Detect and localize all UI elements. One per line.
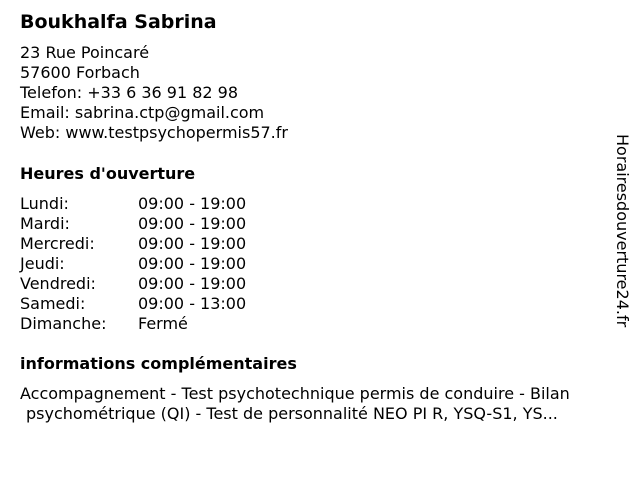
day-label: Jeudi: — [20, 254, 65, 273]
web-line: Web: www.testpsychopermis57.fr — [20, 123, 288, 142]
site-watermark: Horairesdouverture24.fr — [613, 134, 632, 328]
time-value: 09:00 - 19:00 — [138, 214, 247, 233]
day-label: Vendredi: — [20, 274, 96, 293]
time-value: 09:00 - 19:00 — [138, 234, 247, 253]
additional-info-text — [20, 384, 620, 424]
day-label: Dimanche: — [20, 314, 107, 333]
contact-block — [20, 43, 288, 143]
business-name: Boukhalfa Sabrina — [20, 11, 217, 33]
info-line: psychométrique (QI) - Test de personnalité NEO PI R, YSQ-S1, YS... — [26, 404, 558, 423]
time-value: 09:00 - 19:00 — [138, 274, 247, 293]
phone-line: Telefon: +33 6 36 91 82 98 — [20, 83, 239, 102]
time-value: Fermé — [138, 314, 188, 333]
day-label: Lundi: — [20, 194, 69, 213]
info-line: Accompagnement - Test psychotechnique permis de conduire - Bilan — [20, 384, 570, 403]
address-city: 57600 Forbach — [20, 63, 140, 82]
day-label: Mardi: — [20, 214, 70, 233]
opening-hours-title: Heures d'ouverture — [20, 164, 196, 183]
additional-info-title: informations complémentaires — [20, 354, 297, 373]
time-value: 09:00 - 13:00 — [138, 294, 247, 313]
time-value: 09:00 - 19:00 — [138, 194, 247, 213]
address-street: 23 Rue Poincaré — [20, 43, 150, 62]
day-label: Mercredi: — [20, 234, 95, 253]
time-value: 09:00 - 19:00 — [138, 254, 247, 273]
day-label: Samedi: — [20, 294, 86, 313]
email-line: Email: sabrina.ctp@gmail.com — [20, 103, 265, 122]
